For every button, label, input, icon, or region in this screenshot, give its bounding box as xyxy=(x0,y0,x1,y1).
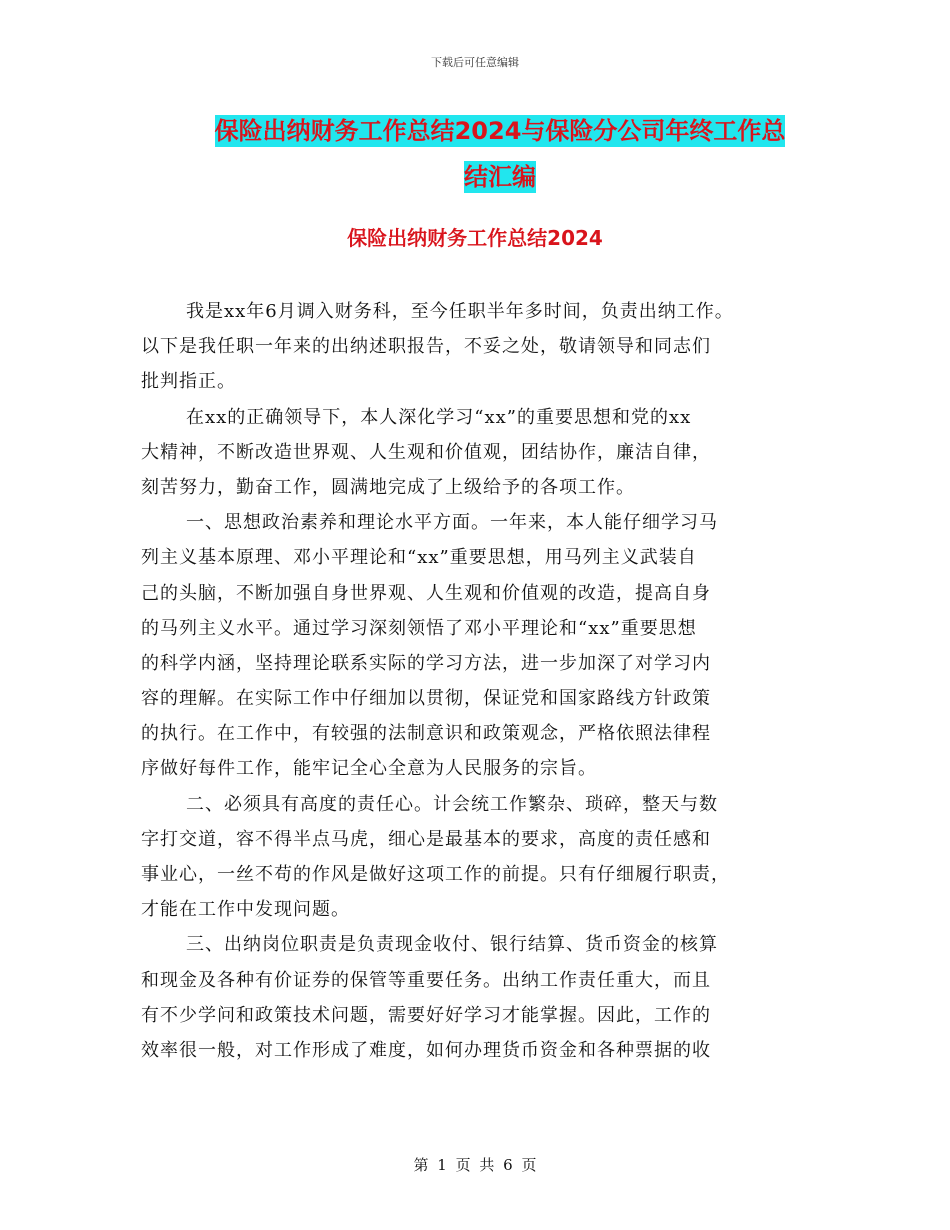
text-line: 大精神，不断改造世界观、人生观和价值观，团结协作，廉洁自律， xyxy=(141,441,711,463)
text-line: 在xx的正确领导下，本人深化学习“xx”的重要思想和党的xx xyxy=(186,406,692,428)
text-line: 一、思想政治素养和理论水平方面。一年来，本人能仔细学习马 xyxy=(186,512,718,534)
text-line: 己的头脑，不断加强自身世界观、人生观和价值观的改造，提高自身 xyxy=(141,582,711,604)
text-line: 效率很一般，对工作形成了难度，如何办理货币资金和各种票据的收 xyxy=(141,1039,711,1061)
text-line: 的马列主义水平。通过学习深刻领悟了邓小平理论和“xx”重要思想 xyxy=(141,617,697,639)
header-note: 下载后可任意编辑 xyxy=(431,56,519,69)
section-title: 保险出纳财务工作总结2024 xyxy=(347,226,603,250)
text-line: 才能在工作中发现问题。 xyxy=(141,899,350,921)
text-line: 刻苦努力，勤奋工作，圆满地完成了上级给予的各项工作。 xyxy=(141,476,635,498)
text-line: 有不少学问和政策技术问题，需要好好学习才能掌握。因此，工作的 xyxy=(141,1004,711,1026)
text-line: 二、必须具有高度的责任心。计会统工作繁杂、琐碎，整天与数 xyxy=(186,793,718,815)
text-line: 三、出纳岗位职责是负责现金收付、银行结算、货币资金的核算 xyxy=(186,934,718,956)
document-title-line1: 保险出纳财务工作总结2024与保险分公司年终工作总 xyxy=(214,117,786,145)
text-line: 我是xx年6月调入财务科，至今任职半年多时间，负责出纳工作。 xyxy=(186,301,734,322)
text-line: 批判指正。 xyxy=(141,371,236,393)
text-line: 的科学内涵，坚持理论联系实际的学习方法，进一步加深了对学习内 xyxy=(141,652,711,674)
text-line: 以下是我任职一年来的出纳述职报告，不妥之处，敬请领导和同志们 xyxy=(141,336,711,358)
text-line: 序做好每件工作，能牢记全心全意为人民服务的宗旨。 xyxy=(141,758,597,780)
document-title-line2: 结汇编 xyxy=(464,163,536,191)
text-line: 列主义基本原理、邓小平理论和“xx”重要思想，用马列主义武装自 xyxy=(141,547,697,569)
page-footer: 第 1 页 共 6 页 xyxy=(413,1156,537,1174)
text-line: 的执行。在工作中，有较强的法制意识和政策观念，严格依照法律程 xyxy=(141,723,711,745)
text-line: 和现金及各种有价证券的保管等重要任务。出纳工作责任重大，而且 xyxy=(141,969,711,991)
text-line: 事业心，一丝不苟的作风是做好这项工作的前提。只有仔细履行职责， xyxy=(141,864,730,885)
document-title xyxy=(140,108,860,200)
text-line: 容的理解。在实际工作中仔细加以贯彻，保证党和国家路线方针政策 xyxy=(141,688,711,710)
document-body xyxy=(141,294,821,1068)
text-line: 字打交道，容不得半点马虎，细心是最基本的要求，高度的责任感和 xyxy=(141,828,711,850)
